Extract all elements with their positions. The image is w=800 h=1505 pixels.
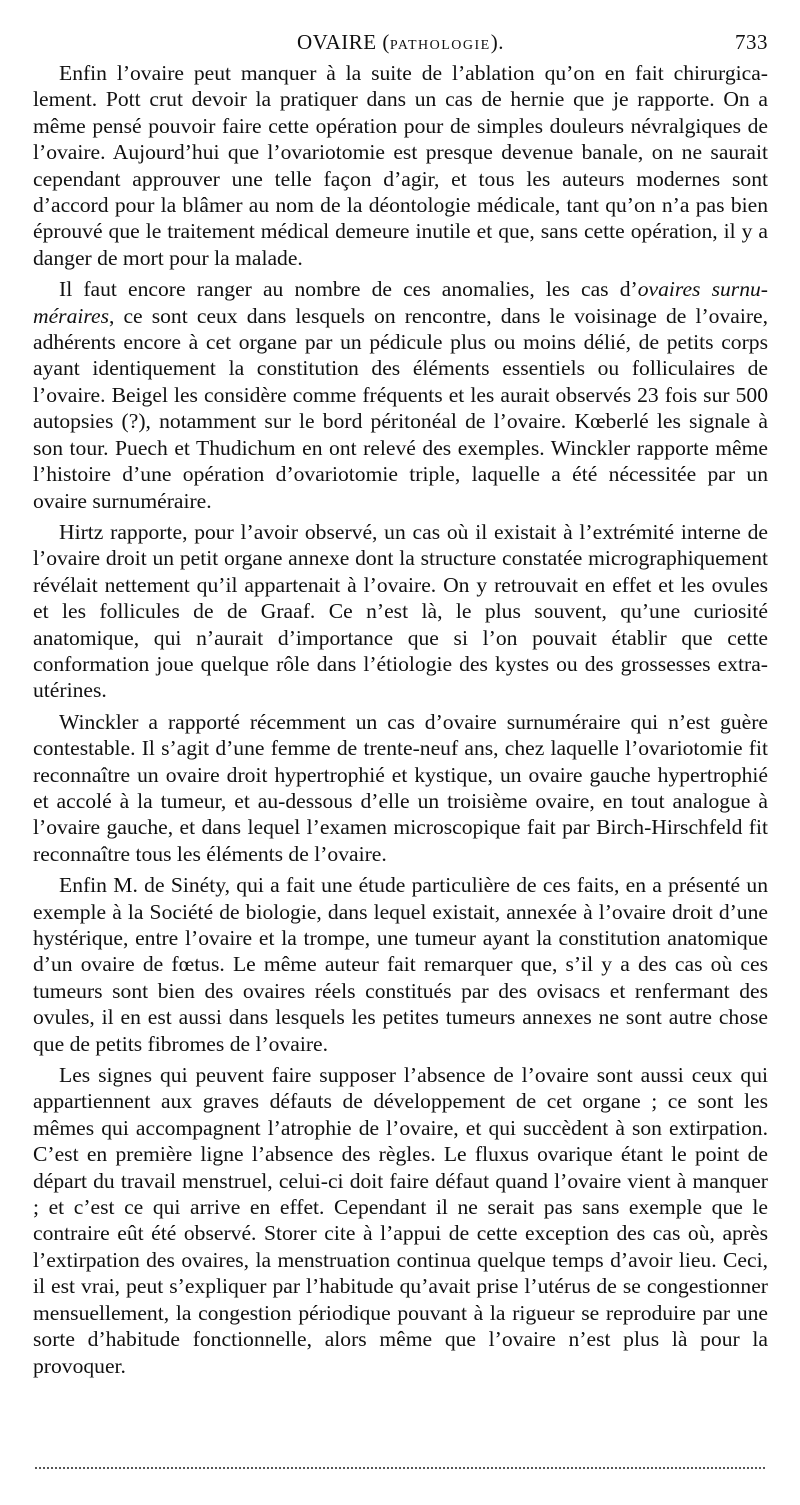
paragraph [33,519,768,704]
page-number: 733 [735,30,768,54]
paragraph-text: Winckler a rapporté récemment un cas d’ovaire surnuméraire qui n’est guère contestable. Il s’agit d’une femme de trente-neuf ans, chez laquelle l’ovariotomie fit reconnaître un ovaire droit hypertrophié et kystique, un ovaire gauche hypertrophié et accolé à la tumeur, et au-dessous d’elle un troisième ovaire, en tout analogue à l’ovaire gauche, et dans lequel l’examen microscopique fait par Birch-Hirschfeld fit reconnaître tous les éléments de l’ovaire. [33,709,768,866]
running-title [33,30,768,55]
paragraph [33,60,768,271]
paragraph-text: , ce sont ceux dans lesquels on rencontre, dans le voisinage de l’ovaire, adhérents encore à cet organe par un pédicule plus ou moins délié, de petits corps ayant identiquement la constitution des éléments essentiels ou folliculaires de l’ovaire. Beigel les considère comme fréquents et les aurait observés 23 fois sur 500 autopsies (?), notamment sur le bord péritonéal de l’ovaire. Kœberlé les signale à son tour. Puech et Thudichum en ont relevé des exemples. Winckler rapporte même l’histoire d’une opération d’ovariotomie triple, laquelle a été nécessitée par un ovaire surnuméraire. [33,303,768,513]
italic-term: ovaires surnuméraires [33,277,768,328]
paragraph [33,1062,768,1379]
paragraph-text: Hirtz rapporte, pour l’avoir observé, un cas où il existait à l’extrémité interne de l’ovaire droit un petit organe annexe dont la structure constatée micrographiquement révélait nettement qu’il appartenait à l’ovaire. On y retrouvait en effet et les ovules et les follicules de de Graaf. Ce n’est là, le plus souvent, qu’une curiosité anatomique, qui n’aurait d’importance que si l’on pouvait établir que cette conformation joue quelque rôle dans l’étiologie des kystes ou des grossesses extra-utérines. [33,519,768,703]
running-title-close: ). [490,30,504,54]
running-title-subtitle: PATHOLOGIE [389,38,491,53]
running-header [33,30,768,56]
paragraph [33,276,768,514]
paragraph-text: Il faut encore ranger au nombre de ces anomalies, les cas d’ [59,277,638,302]
body-text [33,60,768,1379]
running-title-main: OVAIRE ( [297,30,390,54]
paragraph [33,872,768,1057]
paragraph [33,709,768,867]
footer-dotted-rule [35,1467,765,1469]
document-page [33,30,768,1384]
paragraph-text: Enfin M. de Sinéty, qui a fait une étude particulière de ces faits, en a présenté un exemple à la Société de biologie, dans lequel existait, annexée à l’ovaire droit d’une hystérique, entre l’ovaire et la trompe, une tumeur ayant la constitution anatomique d’un ovaire de fœtus. Le même auteur fait remarquer que, s’il y a des cas où ces tumeurs sont bien des ovaires réels constitués par des ovisacs et renfermant des ovules, il en est aussi dans lesquels les petites tumeurs annexes ne sont autre chose que de petits fibromes de l’ovaire. [33,873,768,1056]
paragraph-text: Les signes qui peuvent faire supposer l’absence de l’ovaire sont aussi ceux qui appartiennent aux graves défauts de développement de cet organe ; ce sont les mêmes qui accompagnent l’atrophie de l’ovaire, et qui succèdent à son extirpation. C’est en première ligne l’absence des règles. Le fluxus ovarique étant le point de départ du travail menstruel, celui-ci doit faire défaut quand l’ovaire vient à manquer ; et c’est ce qui arrive en effet. Cependant il ne serait pas sans exemple que le contraire eût été observé. Storer cite à l’appui de cette exception des cas où, après l’extirpation des ovaires, la menstruation continua quelque temps d’avoir lieu. Ceci, il est vrai, peut s’expliquer par l’habitude qu’avait prise l’utérus de se congestionner mensuellement, la congestion périodique pouvant à la rigueur se reproduire par une sorte d’habitude fonctionnelle, alors même que l’ovaire n’est plus là pour la provoquer. [33,1063,768,1378]
paragraph-text: Enfin l’ovaire peut manquer à la suite de l’ablation qu’on en fait chirurgicalement. Pott crut devoir la pratiquer dans un cas de hernie que je rapporte. On a même pensé pouvoir faire cette opération pour de simples douleurs névralgiques de l’ovaire. Aujourd’hui que l’ovariotomie est presque devenue banale, on ne saurait cependant approuver une telle façon d’agir, et tous les auteurs modernes sont d’accord pour la blâmer au nom de la déontologie médicale, tant qu’on n’a pas bien éprouvé que le traitement médical demeure inutile et que, sans cette opération, il y a danger de mort pour la malade. [33,61,768,270]
